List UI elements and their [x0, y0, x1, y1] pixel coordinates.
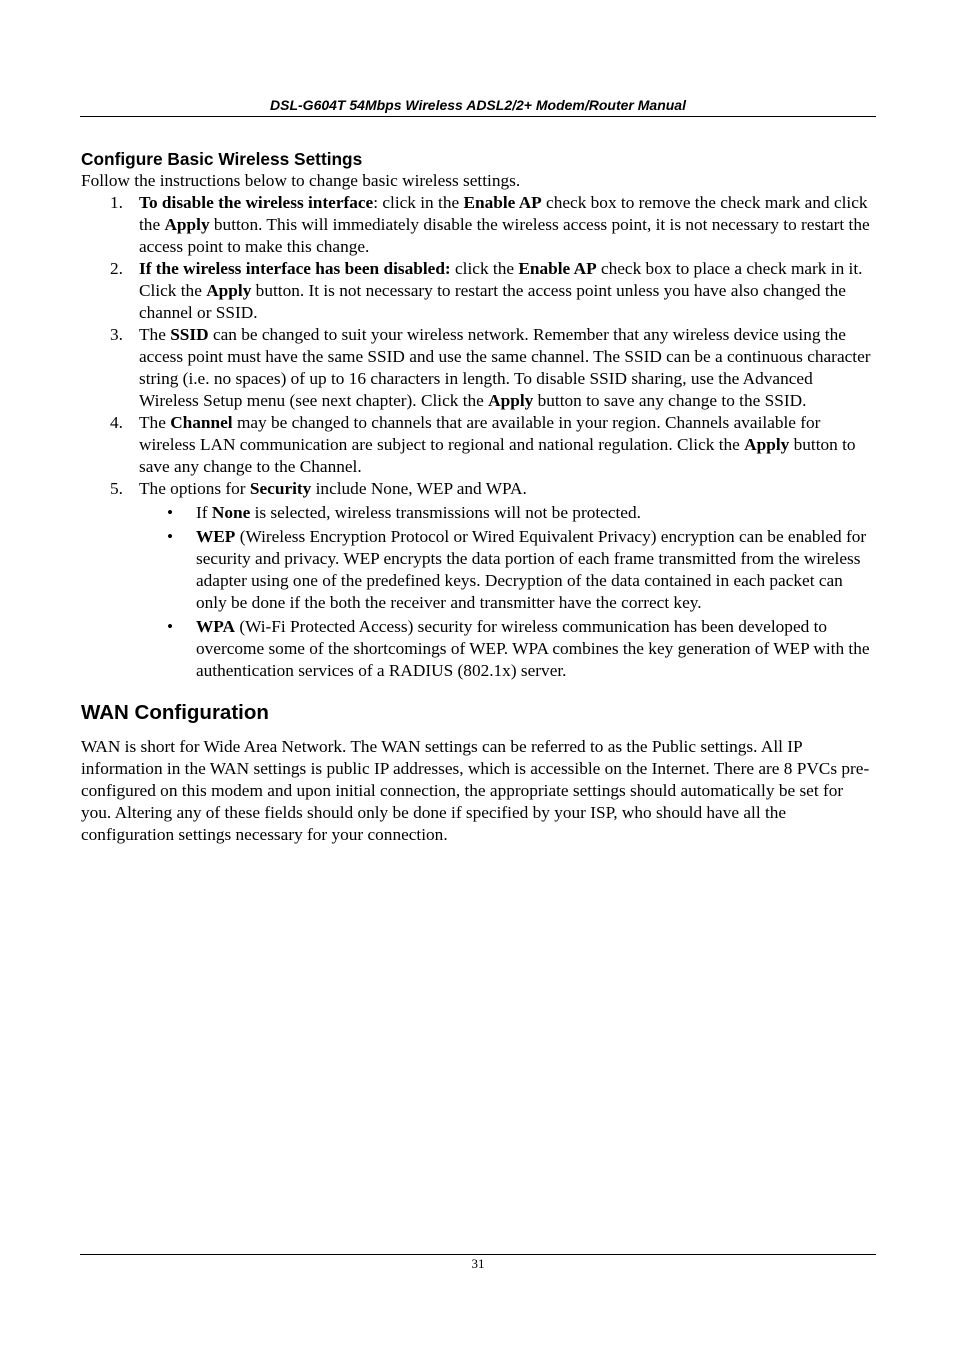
body-text: check box to remove the check mark and click the — [139, 193, 868, 234]
list-number: 1. — [110, 193, 123, 212]
section-heading-wan: WAN Configuration — [81, 701, 269, 724]
bullet-icon: • — [167, 503, 174, 522]
running-header: DSL-G604T 54Mbps Wireless ADSL2/2+ Modem/Router Manual — [270, 97, 686, 113]
body-text: can be changed to suit your wireless network. Remember that any wireless device using the access point must have the same SSID and use the same channel. The SSID can be a continuous character string (i.e. no spaces) of up to 16 characters in length. To disable SSID sharing, use the Advanced Wireless Setup menu (see next chapter). Click the — [139, 325, 871, 410]
bold-text: Apply — [488, 391, 534, 410]
bold-text: Apply — [206, 281, 252, 300]
body-text: button to save any change to the Channel. — [139, 435, 856, 476]
body-text: is selected, wireless transmissions will not be protected. — [250, 503, 641, 522]
bullet-icon: • — [167, 527, 174, 546]
body-text: (Wireless Encryption Protocol or Wired Equivalent Privacy) encryption can be enabled for security and privacy. WEP encrypts the data portion of each frame transmitted from the wireless adapter using one of the predefined keys. Decryption of the data contained in each packet can only be done if the both the receiver and transmitter have the correct key. — [196, 527, 867, 612]
body-text: The — [139, 413, 171, 432]
list-item — [81, 258, 873, 324]
page-number: 31 — [471, 1256, 485, 1271]
bold-text: WPA — [196, 617, 236, 636]
body-text: The — [139, 325, 171, 344]
security-options-list — [139, 502, 873, 682]
list-number: 3. — [110, 325, 123, 344]
bold-text: To disable the wireless interface — [139, 193, 374, 212]
bold-text: SSID — [170, 325, 209, 344]
list-number: 4. — [110, 413, 123, 432]
bold-text: Apply — [744, 435, 790, 454]
bold-text: Enable AP — [518, 259, 597, 278]
body-text: If — [196, 503, 212, 522]
body-text: check box to place a check mark in it. Click the — [139, 259, 863, 300]
bold-text: Security — [249, 479, 312, 498]
footer-divider — [80, 1254, 876, 1255]
bold-text: WEP — [196, 527, 236, 546]
bold-text: Channel — [170, 413, 233, 432]
bold-text: If the wireless interface has been disabled: — [139, 259, 451, 278]
body-text: : click in the — [373, 193, 464, 212]
bold-text: Enable AP — [463, 193, 542, 212]
list-item — [81, 478, 873, 682]
bullet-icon: • — [167, 617, 174, 636]
wan-paragraph: WAN is short for Wide Area Network. The WAN settings can be referred to as the Public settings. All IP information in the WAN settings is public IP addresses, which is accessible on the Internet. There are 8 PVCs pre-configured on this modem and upon initial connection, the appropriate settings should automatically be set for you. Altering any of these fields should only be done if specified by your ISP, who should have all the configuration settings necessary for your connection. — [81, 737, 870, 844]
bullet-item — [81, 616, 873, 682]
list-number: 2. — [110, 259, 123, 278]
page-content — [81, 148, 873, 846]
body-text: (Wi-Fi Protected Access) security for wireless communication has been developed to overcome some of the shortcomings of WEP. WPA combines the key generation of WEP with the authentication services of a RADIUS (802.1x) server. — [196, 617, 870, 680]
body-text: button to save any change to the SSID. — [533, 391, 807, 410]
list-item — [81, 192, 873, 258]
body-text: may be changed to channels that are available in your region. Channels available for wireless LAN communication are subject to regional and national regulation. Click the — [139, 413, 821, 454]
instruction-list — [81, 192, 873, 682]
body-text: include None, WEP and WPA. — [311, 479, 527, 498]
body-text: button. This will immediately disable the wireless access point, it is not necessary to restart the access point to make this change. — [139, 215, 870, 256]
bullet-item — [81, 526, 873, 614]
header-divider — [80, 116, 876, 117]
section-heading-basic-wireless: Configure Basic Wireless Settings — [81, 149, 363, 169]
intro-paragraph: Follow the instructions below to change basic wireless settings. — [81, 171, 521, 190]
body-text: The options for — [139, 479, 250, 498]
bullet-item — [81, 502, 873, 524]
bold-text: Apply — [164, 215, 210, 234]
body-text: button. It is not necessary to restart the access point unless you have also changed the channel or SSID. — [139, 281, 846, 322]
bold-text: None — [211, 503, 251, 522]
list-number: 5. — [110, 479, 123, 498]
list-item — [81, 324, 873, 412]
body-text: click the — [450, 259, 519, 278]
list-item — [81, 412, 873, 478]
